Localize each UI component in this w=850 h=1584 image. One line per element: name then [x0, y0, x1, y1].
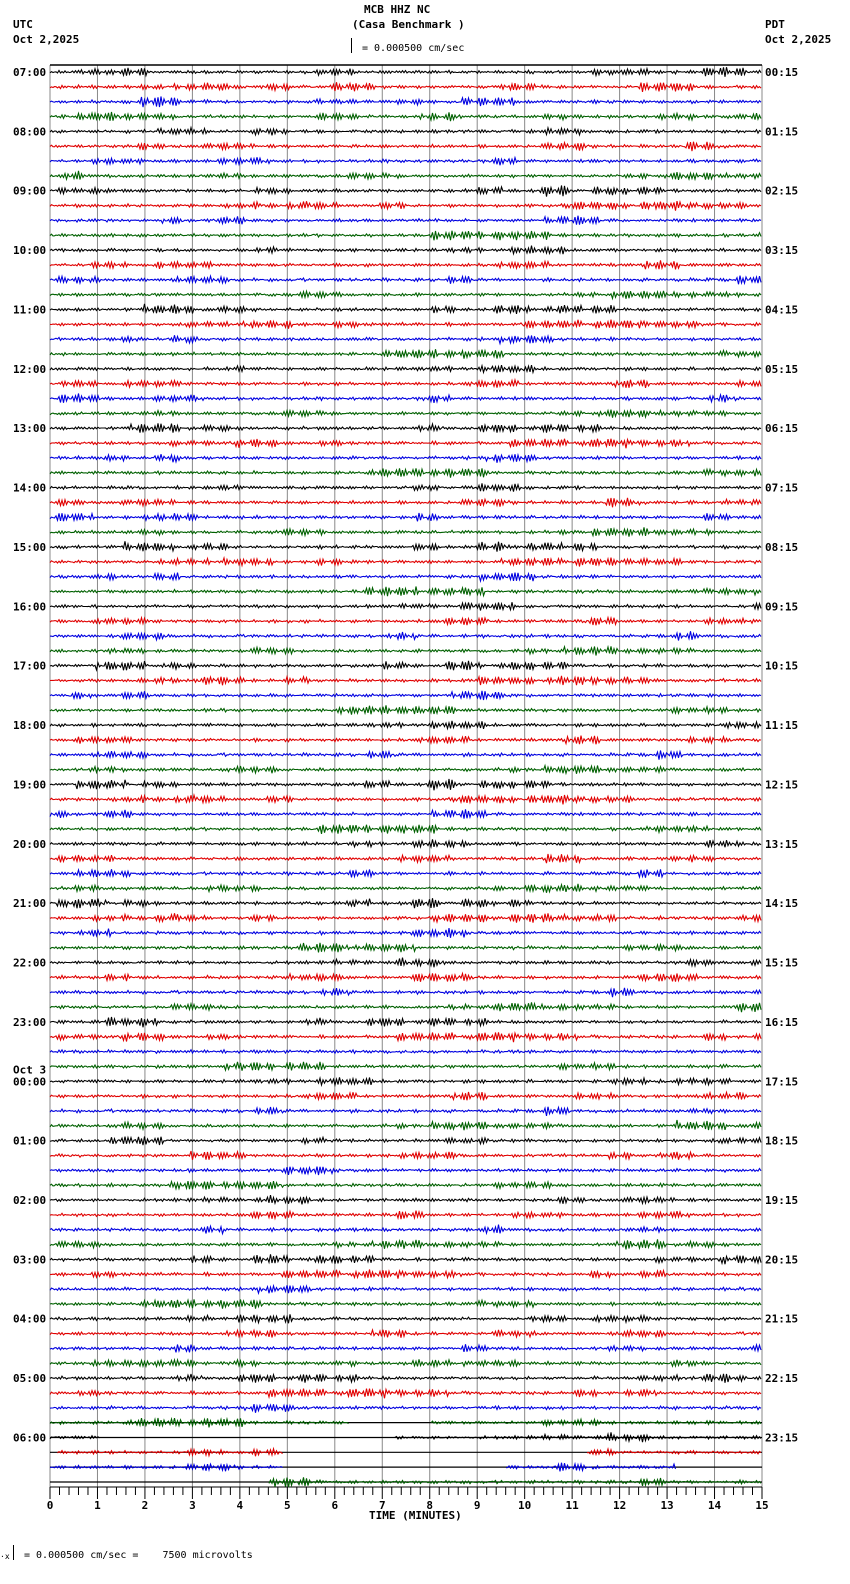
- seismic-trace: [50, 898, 761, 908]
- seismic-trace: [50, 795, 761, 804]
- seismic-trace: [50, 171, 761, 180]
- utc-hour-label: 14:00: [13, 481, 47, 495]
- seismic-trace: [50, 618, 761, 626]
- x-tick-label: 3: [189, 1499, 196, 1512]
- pdt-hour-label: 21:15: [765, 1312, 799, 1326]
- seismic-trace: [50, 1062, 761, 1071]
- seismic-trace: [50, 380, 761, 388]
- seismic-trace: [50, 439, 761, 449]
- seismic-trace: [50, 943, 761, 953]
- seismic-trace: [50, 1032, 761, 1042]
- seismic-trace: [50, 82, 761, 92]
- seismic-trace: [50, 1017, 761, 1027]
- seismic-trace: [58, 1449, 283, 1457]
- utc-hour-label: 23:00: [13, 1015, 47, 1029]
- pdt-hour-label: 22:15: [765, 1372, 799, 1386]
- seismic-trace: [50, 661, 761, 671]
- seismic-trace: [50, 676, 761, 685]
- x-tick-label: 7: [378, 1499, 386, 1512]
- utc-hour-label: 19:00: [13, 778, 47, 792]
- seismic-trace: [50, 527, 761, 536]
- pdt-hour-label: 09:15: [765, 600, 799, 614]
- seismic-trace: [50, 1359, 761, 1366]
- utc-hour-label: 06:00: [13, 1431, 47, 1445]
- seismic-trace: [50, 1254, 761, 1264]
- seismic-trace: [50, 1389, 761, 1399]
- seismic-trace: [50, 928, 761, 938]
- seismic-trace: [50, 186, 761, 197]
- pdt-hour-label: 14:15: [765, 897, 799, 911]
- seismic-trace: [50, 1285, 761, 1293]
- seismic-trace: [50, 201, 761, 211]
- pdt-hour-label: 01:15: [765, 125, 799, 139]
- seismic-trace: [50, 454, 761, 463]
- utc-hour-label: 18:00: [13, 719, 47, 733]
- seismic-trace: [50, 988, 761, 997]
- utc-hour-label: 16:00: [13, 600, 47, 614]
- utc-hour-label: 20:00: [13, 837, 47, 851]
- seismic-trace: [50, 779, 761, 790]
- seismic-trace: [50, 1092, 761, 1100]
- utc-hour-label: 04:00: [13, 1312, 47, 1326]
- utc-hour-label: 07:00: [13, 66, 47, 79]
- seismic-trace: [50, 973, 761, 981]
- x-tick-label: 4: [236, 1499, 244, 1512]
- seismic-trace: [50, 721, 761, 729]
- x-tick-label: 14: [707, 1499, 722, 1512]
- seismic-trace: [50, 1374, 761, 1383]
- footer-scale-text: = 0.000500 cm/sec = 7500 microvolts: [24, 1550, 253, 1561]
- seismic-trace: [50, 246, 761, 255]
- seismic-trace: [50, 67, 761, 77]
- x-tick-label: 6: [331, 1499, 339, 1512]
- seismic-trace: [50, 231, 761, 241]
- pdt-hour-label: 18:15: [765, 1134, 799, 1148]
- utc-hour-label: 17:00: [13, 659, 47, 673]
- seismic-trace: [50, 410, 761, 418]
- seismic-trace: [50, 587, 761, 597]
- seismic-trace: [50, 423, 761, 432]
- seismic-trace: [50, 766, 761, 774]
- seismic-trace: [50, 112, 761, 121]
- right-date: Oct 2,2025: [765, 33, 832, 46]
- seismic-trace: [50, 1181, 761, 1189]
- seismic-trace: [50, 260, 761, 269]
- site-name: (Casa Benchmark ): [352, 18, 465, 31]
- left-date: Oct 2,2025: [13, 33, 80, 46]
- utc-hour-label: 11:00: [13, 303, 47, 317]
- seismic-trace: [50, 1195, 761, 1204]
- footer-scale-bar-icon: [13, 1545, 14, 1560]
- seismic-trace: [50, 1330, 761, 1338]
- seismic-trace: [50, 736, 761, 745]
- x-tick-label: 12: [612, 1499, 627, 1512]
- seismic-trace: [50, 1107, 761, 1116]
- pdt-hour-label: 00:15: [765, 66, 799, 79]
- utc-hour-label: 02:00: [13, 1194, 47, 1207]
- seismic-trace: [50, 751, 761, 760]
- pdt-hour-label: 17:15: [765, 1075, 799, 1089]
- seismic-trace: [50, 157, 761, 165]
- seismic-trace: [50, 691, 761, 700]
- pdt-hour-label: 15:15: [765, 956, 799, 970]
- seismic-trace: [50, 142, 761, 151]
- seismic-trace: [50, 1050, 761, 1054]
- scale-text: = 0.000500 cm/sec: [362, 43, 465, 54]
- seismic-trace: [50, 854, 761, 863]
- seismic-trace: [50, 558, 761, 567]
- x-tick-label: 13: [660, 1499, 674, 1512]
- pdt-hour-label: 20:15: [765, 1253, 799, 1267]
- seismic-trace: [50, 304, 761, 314]
- utc-hour-label: 00:00: [13, 1075, 47, 1089]
- x-axis-label: TIME (MINUTES): [369, 1509, 462, 1522]
- seismic-trace: [50, 1314, 761, 1323]
- pdt-hour-label: 02:15: [765, 184, 799, 198]
- seismic-trace: [50, 869, 761, 877]
- right-timezone: PDT: [765, 18, 785, 31]
- seismic-trace: [50, 1299, 761, 1308]
- footer-prefix: ·x: [0, 1552, 10, 1561]
- seismic-trace: [50, 1418, 349, 1427]
- pdt-hour-label: 05:15: [765, 362, 799, 376]
- seismic-trace: [50, 1002, 761, 1012]
- pdt-hour-label: 16:15: [765, 1015, 799, 1029]
- x-tick-label: 15: [755, 1499, 769, 1512]
- seismic-trace: [50, 1404, 761, 1413]
- pdt-hour-label: 12:15: [765, 778, 799, 792]
- utc-hour-label: 09:00: [13, 184, 47, 198]
- seismic-trace: [50, 365, 761, 372]
- seismic-trace: [50, 335, 761, 343]
- pdt-hour-label: 23:15: [765, 1431, 799, 1445]
- seismic-trace: [50, 958, 761, 968]
- seismic-trace: [506, 1463, 676, 1472]
- utc-hour-label: 22:00: [13, 956, 47, 970]
- x-tick-label: 5: [284, 1499, 291, 1512]
- utc-hour-label: 15:00: [13, 540, 47, 554]
- seismic-trace: [50, 320, 761, 329]
- utc-hour-label: 12:00: [13, 362, 47, 376]
- seismic-trace: [50, 1239, 761, 1249]
- x-tick-label: 2: [141, 1499, 149, 1512]
- seismic-trace: [50, 825, 761, 834]
- seismic-trace: [50, 483, 761, 491]
- seismic-trace: [50, 541, 761, 551]
- seismic-trace: [50, 839, 761, 847]
- pdt-hour-label: 06:15: [765, 422, 799, 436]
- utc-hour-label: 08:00: [13, 125, 47, 139]
- pdt-hour-label: 07:15: [765, 481, 799, 495]
- utc-date-label: Oct 3: [13, 1063, 47, 1077]
- seismic-trace: [50, 498, 761, 507]
- seismic-trace: [50, 468, 761, 477]
- seismic-trace: [50, 1211, 761, 1220]
- seismic-trace: [50, 128, 761, 136]
- seismic-trace: [50, 884, 761, 893]
- seismic-trace: [50, 394, 761, 403]
- station-title: MCB HHZ NC: [364, 3, 431, 16]
- pdt-hour-label: 11:15: [765, 719, 799, 733]
- seismic-trace: [50, 513, 761, 521]
- seismic-trace: [50, 1270, 761, 1279]
- seismic-trace: [50, 216, 761, 225]
- seismic-trace: [50, 913, 761, 922]
- pdt-hour-label: 04:15: [765, 303, 799, 317]
- seismic-trace: [50, 1344, 761, 1352]
- pdt-hour-label: 03:15: [765, 244, 799, 258]
- utc-hour-label: 01:00: [13, 1134, 47, 1148]
- x-tick-label: 8: [426, 1499, 434, 1512]
- seismic-trace: [50, 1077, 761, 1085]
- utc-hour-label: 05:00: [13, 1372, 47, 1386]
- pdt-hour-label: 13:15: [765, 837, 799, 851]
- seismic-trace: [50, 573, 761, 582]
- utc-hour-label: 21:00: [13, 897, 47, 911]
- x-tick-label: 10: [518, 1499, 532, 1512]
- utc-hour-label: 03:00: [13, 1253, 47, 1267]
- pdt-hour-label: 19:15: [765, 1194, 799, 1207]
- left-timezone: UTC: [13, 18, 33, 31]
- utc-hour-label: 10:00: [13, 244, 47, 258]
- x-tick-label: 9: [473, 1499, 481, 1512]
- utc-hour-label: 13:00: [13, 422, 47, 436]
- seismic-trace: [50, 349, 761, 358]
- seismic-trace: [50, 1137, 761, 1146]
- seismic-trace: [50, 1151, 761, 1160]
- seismic-trace: [50, 646, 761, 655]
- seismic-trace: [50, 1225, 761, 1234]
- seismic-trace: [50, 276, 761, 285]
- pdt-hour-label: 08:15: [765, 540, 799, 554]
- x-tick-label: 0: [46, 1499, 54, 1512]
- seismic-trace: [50, 809, 761, 818]
- seismic-trace: [50, 1167, 761, 1175]
- pdt-hour-label: 10:15: [765, 659, 799, 673]
- seismic-trace: [50, 602, 761, 610]
- seismic-trace: [50, 631, 761, 640]
- x-tick-label: 11: [565, 1499, 579, 1512]
- seismic-trace: [50, 97, 761, 108]
- seismic-trace: [50, 291, 761, 299]
- seismic-trace: [50, 1120, 761, 1130]
- x-tick-label: 1: [94, 1499, 101, 1512]
- seismic-trace: [50, 705, 761, 714]
